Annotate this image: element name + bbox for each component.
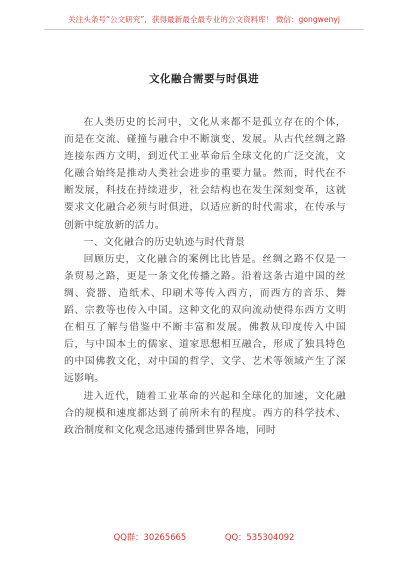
footer-qq-number[interactable]: QQ：535304092 (224, 532, 295, 542)
section-heading-1: 一、文化融合的历史轨迹与时代背景 (83, 236, 246, 248)
header-banner[interactable]: 关注头条号“公文研究”，获得最新最全最专业的公文资料库！ 微信：gongwenyj (68, 15, 340, 24)
header-divider (44, 29, 364, 30)
paragraph-history: 回顾历史，文化融合的案例比比皆是。丝绸之路不仅是一条贸易之路，更是一条文化传播之路。沿着这条古道中国的丝绸、瓷器、造纸术、印刷术等传入西方，而西方的音乐、舞蹈、宗教等也传入中国。这种文化的双向流动使得东西方文明在相互了解与借鉴中不断丰富和发展。佛教从印度传入中国后，与中国本土的儒家、道家思想相互融合，形成了独具特色的中国佛教文化，对中国的哲学、文学、艺术等领域产生了深远影响。 (64, 253, 346, 385)
footer-qq-group[interactable]: QQ群：30265665 (113, 532, 187, 542)
paragraph-modern: 进入近代，随着工业革命的兴起和全球化的加速，文化融合的规模和速度都达到了前所未有的程度。西方的科学技术、政治制度和文化观念迅速传播到世界各地，同时 (64, 390, 346, 436)
paragraph-intro: 在人类历史的长河中，文化从来都不是孤立存在的个体，而是在交流、碰撞与融合中不断演变、发展。从古代丝绸之路连接东西方文明，到近代工业革命后全球文化的广泛交流，文化融合始终是推动人类社会进步的重要力量。然而，时代在不断发展，科技在持续进步，社会结构也在发生深刻变革，这就要求文化融合必须与时俱进，以适应新的时代需求，在传承与创新中绽放新的活力。 (64, 117, 346, 231)
document-body (64, 114, 346, 439)
document-title: 文化融合需要与时俱进 (149, 73, 259, 85)
footer-contact (0, 531, 408, 543)
